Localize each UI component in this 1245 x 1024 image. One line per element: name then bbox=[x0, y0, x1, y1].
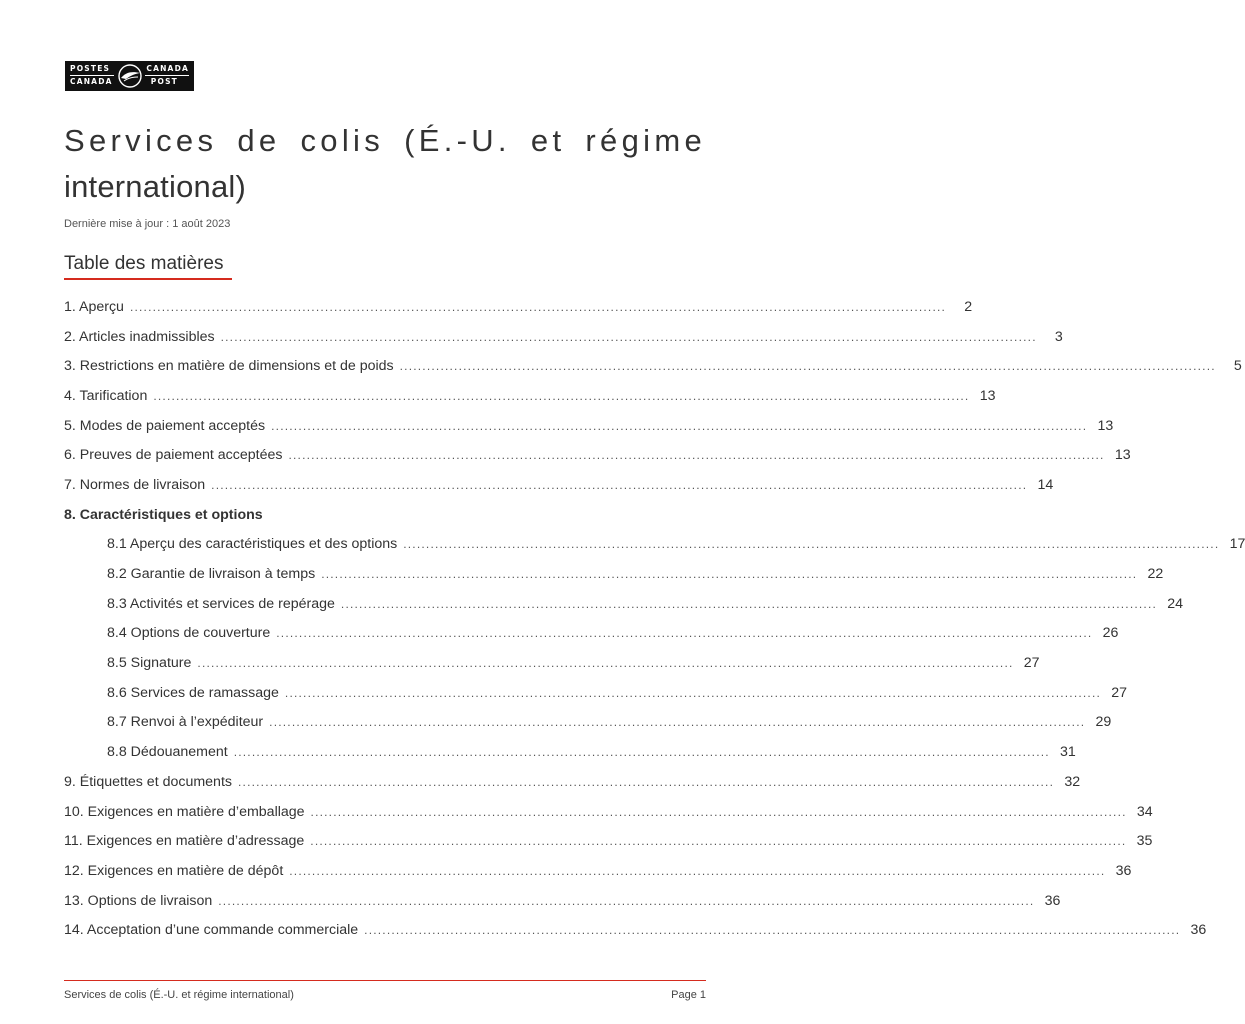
table-of-contents bbox=[64, 292, 1245, 945]
toc-entry-title: 8.6 Services de ramassage bbox=[107, 684, 279, 701]
toc-entry[interactable] bbox=[64, 678, 1128, 708]
footer-page-number: Page 1 bbox=[671, 989, 706, 1001]
toc-heading-underline bbox=[64, 278, 232, 280]
toc-entry-page: 13 bbox=[1114, 447, 1131, 464]
toc-entry-title: 9. Étiquettes et documents bbox=[64, 773, 232, 790]
toc-heading: Table des matières bbox=[64, 253, 224, 274]
toc-entry-leader: .................................................................................................................................................................................... bbox=[197, 656, 1014, 671]
canada-post-logo bbox=[65, 61, 194, 91]
toc-entry-title: 8.7 Renvoi à l’expéditeur bbox=[107, 714, 264, 731]
toc-entry-leader: .................................................................................................................................................................................... bbox=[269, 715, 1086, 730]
logo-text-post: POST bbox=[150, 77, 178, 86]
toc-entry-leader: .................................................................................................................................................................................... bbox=[284, 685, 1102, 700]
toc-entry-leader: .................................................................................................................................................................................... bbox=[271, 418, 1088, 433]
toc-entry-leader: .................................................................................................................................................................................... bbox=[238, 774, 1055, 789]
toc-entry[interactable] bbox=[64, 470, 1054, 500]
toc-entry-title: 8.1 Aperçu des caractéristiques et des options bbox=[107, 536, 398, 553]
toc-entry-page: 24 bbox=[1167, 595, 1184, 612]
toc-entry[interactable] bbox=[64, 826, 1153, 856]
toc-entry-page: 2 bbox=[964, 298, 973, 315]
toc-entry-page: 17 bbox=[1229, 536, 1245, 553]
toc-entry[interactable] bbox=[64, 856, 1132, 886]
toc-entry-title: 1. Aperçu bbox=[64, 298, 124, 315]
toc-entry-page: 36 bbox=[1115, 862, 1132, 879]
document-title bbox=[64, 118, 706, 210]
logo-text-postes: POSTES bbox=[70, 64, 111, 73]
logo-text-canada-en: CANADA bbox=[146, 64, 189, 73]
toc-entry[interactable] bbox=[64, 411, 1114, 441]
footer-document-title: Services de colis (É.-U. et régime international) bbox=[64, 989, 294, 1001]
toc-entry-page: 27 bbox=[1111, 684, 1128, 701]
toc-entry-page: 22 bbox=[1147, 566, 1164, 583]
toc-entry-title: 11. Exigences en matière d’adressage bbox=[64, 833, 305, 850]
toc-entry-leader: .................................................................................................................................................................................... bbox=[310, 834, 1127, 849]
toc-entry-page: 26 bbox=[1102, 625, 1119, 642]
toc-entry-page: 35 bbox=[1136, 833, 1153, 850]
toc-entry-page: 27 bbox=[1023, 655, 1040, 672]
toc-entry-page: 13 bbox=[1097, 417, 1114, 434]
toc-entry-page: 34 bbox=[1136, 803, 1153, 820]
toc-entry-page: 31 bbox=[1060, 744, 1076, 761]
toc-entry-title: 13. Options de livraison bbox=[64, 892, 213, 909]
toc-entry[interactable] bbox=[64, 351, 1242, 381]
toc-entry-leader: .................................................................................................................................................................................... bbox=[276, 626, 1093, 641]
toc-entry-title: 12. Exigences en matière de dépôt bbox=[64, 862, 284, 879]
toc-entry-title: 5. Modes de paiement acceptés bbox=[64, 417, 266, 434]
toc-entry[interactable] bbox=[64, 737, 1076, 767]
toc-entry[interactable] bbox=[64, 322, 1063, 352]
toc-entry-title: 8.5 Signature bbox=[107, 655, 192, 672]
toc-entry-title: 4. Tarification bbox=[64, 387, 148, 404]
document-title-line1: Services de colis (É.-U. et régime bbox=[64, 123, 706, 158]
toc-entry-leader: .................................................................................................................................................................................... bbox=[364, 923, 1181, 938]
toc-entry-leader: .................................................................................................................................................................................... bbox=[310, 804, 1127, 819]
toc-entry[interactable] bbox=[64, 915, 1207, 945]
toc-entry-page: 14 bbox=[1037, 476, 1054, 493]
toc-entry-leader: .................................................................................................................................................................................... bbox=[153, 388, 970, 403]
toc-entry[interactable] bbox=[64, 292, 973, 322]
toc-entry-title: 2. Articles inadmissibles bbox=[64, 328, 215, 345]
toc-entry[interactable] bbox=[64, 381, 996, 411]
toc-entry-title: 8. Caractéristiques et options bbox=[64, 506, 263, 523]
toc-entry-leader: .................................................................................................................................................................................... bbox=[399, 359, 1216, 374]
toc-entry-title: 8.8 Dédouanement bbox=[107, 744, 228, 761]
toc-entry[interactable] bbox=[64, 530, 1245, 560]
toc-entry[interactable] bbox=[64, 559, 1164, 589]
last-updated-date: Dernière mise à jour : 1 août 2023 bbox=[64, 218, 231, 230]
footer-divider bbox=[64, 980, 706, 981]
toc-entry[interactable] bbox=[64, 708, 1112, 738]
logo-rule-right bbox=[145, 75, 189, 76]
toc-entry-leader: .................................................................................................................................................................................... bbox=[233, 745, 1050, 760]
toc-entry[interactable] bbox=[64, 440, 1131, 470]
logo-text-canada-fr: CANADA bbox=[70, 77, 113, 86]
toc-entry-title: 10. Exigences en matière d’emballage bbox=[64, 803, 305, 820]
toc-entry-leader: .................................................................................................................................................................................... bbox=[340, 596, 1158, 611]
toc-entry[interactable] bbox=[64, 767, 1081, 797]
toc-entry-page: 29 bbox=[1095, 714, 1112, 731]
toc-entry-title: 14. Acceptation d’une commande commerciale bbox=[64, 922, 359, 939]
toc-entry-leader: .................................................................................................................................................................................... bbox=[288, 448, 1105, 463]
toc-entry[interactable] bbox=[64, 500, 706, 530]
toc-entry-page: 13 bbox=[979, 387, 996, 404]
document-title-line2: international) bbox=[64, 169, 247, 204]
toc-entry-leader: .................................................................................................................................................................................... bbox=[220, 329, 1037, 344]
toc-entry[interactable] bbox=[64, 797, 1153, 827]
toc-entry-page: 36 bbox=[1044, 892, 1061, 909]
toc-entry-title: 8.3 Activités et services de repérage bbox=[107, 595, 335, 612]
toc-entry[interactable] bbox=[64, 648, 1040, 678]
toc-entry[interactable] bbox=[64, 589, 1184, 619]
toc-entry-title: 8.4 Options de couverture bbox=[107, 625, 271, 642]
toc-entry-page: 32 bbox=[1064, 773, 1081, 790]
toc-entry-leader: .................................................................................................................................................................................... bbox=[211, 477, 1028, 492]
toc-entry[interactable] bbox=[64, 619, 1119, 649]
toc-entry-title: 8.2 Garantie de livraison à temps bbox=[107, 566, 316, 583]
toc-entry-leader: .................................................................................................................................................................................... bbox=[403, 537, 1220, 552]
toc-entry-leader: .................................................................................................................................................................................... bbox=[289, 863, 1106, 878]
toc-entry[interactable] bbox=[64, 886, 1061, 916]
toc-entry-title: 6. Preuves de paiement acceptées bbox=[64, 447, 283, 464]
toc-entry-page: 3 bbox=[1054, 328, 1063, 345]
toc-entry-title: 3. Restrictions en matière de dimensions et de poids bbox=[64, 358, 394, 375]
toc-entry-title: 7. Normes de livraison bbox=[64, 476, 206, 493]
toc-entry-leader: .................................................................................................................................................................................... bbox=[321, 567, 1138, 582]
logo-rule-left bbox=[70, 75, 114, 76]
toc-entry-leader: .................................................................................................................................................................................... bbox=[218, 893, 1035, 908]
canada-post-eagle-icon bbox=[117, 63, 143, 89]
toc-entry-page: 5 bbox=[1233, 358, 1242, 375]
toc-entry-page: 36 bbox=[1190, 922, 1207, 939]
toc-entry-leader: .................................................................................................................................................................................... bbox=[129, 299, 947, 314]
